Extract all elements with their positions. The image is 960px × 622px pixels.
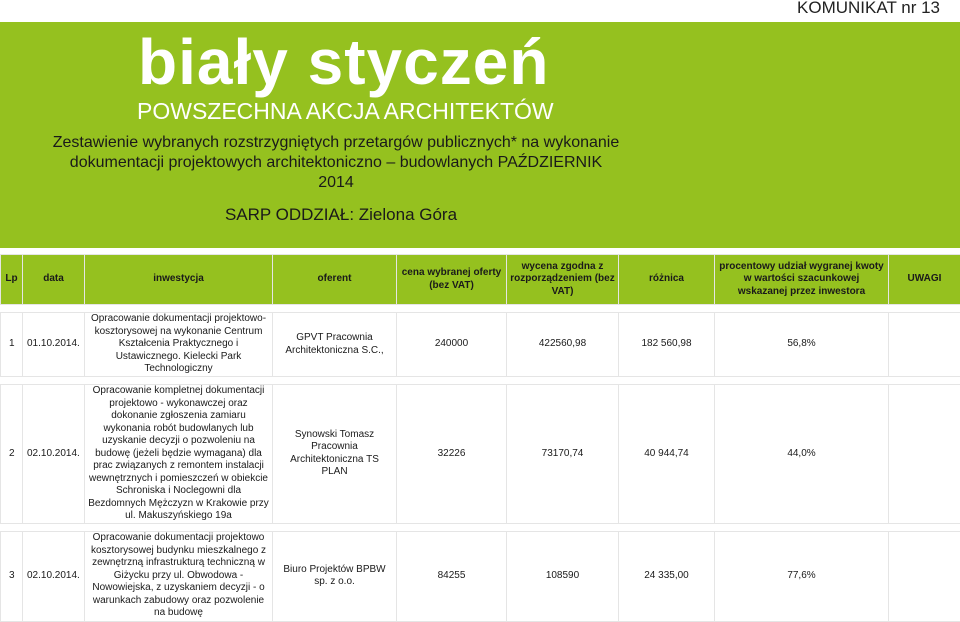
table-header-row <box>1 255 960 305</box>
cell-remarks <box>889 531 960 621</box>
tenders-table <box>0 254 960 622</box>
column-header-investment: inwestycja <box>85 255 273 305</box>
komunikat-number: KOMUNIKAT nr 13 <box>740 0 960 22</box>
cell-bidder: Synowski Tomasz Pracownia Architektoniczna TS PLAN <box>273 385 397 524</box>
branch-heading: SARP ODDZIAŁ: Zielona Góra <box>0 205 682 225</box>
description-line: 2014 <box>0 173 672 193</box>
page-subtitle: POWSZECHNA AKCJA ARCHITEKTÓW <box>137 97 554 125</box>
cell-lp: 2 <box>1 385 23 524</box>
description-line: Zestawienie wybranych rozstrzygniętych przetargów publicznych* na wykonanie <box>0 133 672 153</box>
cell-valuation: 422560,98 <box>507 313 619 377</box>
description-line: dokumentacji projektowych architektoniczno – budowlanych PAŹDZIERNIK <box>0 153 672 173</box>
cell-valuation: 73170,74 <box>507 385 619 524</box>
cell-percentage: 77,6% <box>715 531 889 621</box>
cell-valuation: 108590 <box>507 531 619 621</box>
column-header-percentage: procentowy udział wygranej kwoty w wartości szacunkowej wskazanej przez inwestora <box>715 255 889 305</box>
spacer-row <box>1 523 960 531</box>
description <box>0 133 672 193</box>
cell-lp: 1 <box>1 313 23 377</box>
cell-bidder: GPVT Pracownia Architektoniczna S.C., <box>273 313 397 377</box>
cell-price: 240000 <box>397 313 507 377</box>
column-header-price: cena wybranej oferty (bez VAT) <box>397 255 507 305</box>
cell-date: 02.10.2014. <box>23 531 85 621</box>
column-header-lp: Lp <box>1 255 23 305</box>
cell-bidder: Biuro Projektów BPBW sp. z o.o. <box>273 531 397 621</box>
column-header-date: data <box>23 255 85 305</box>
column-header-difference: różnica <box>619 255 715 305</box>
column-header-valuation: wycena zgodna z rozporządzeniem (bez VAT) <box>507 255 619 305</box>
column-header-bidder: oferent <box>273 255 397 305</box>
cell-investment: Opracowanie dokumentacji projektowo kosztorysowej budynku mieszkalnego z zewnętrzną infrastrukturą techniczną w Giżycku przy ul. Obwodowa - Nowowiejska, z uzyskaniem decyzji - o warunkach zabudowy oraz pozwolenie na budowę <box>85 531 273 621</box>
table-row <box>1 385 960 524</box>
cell-investment: Opracowanie dokumentacji projektowo-kosztorysowej na wykonanie Centrum Kształcenia Praktycznego i Ustawicznego. Kielecki Park Technologiczny <box>85 313 273 377</box>
cell-lp: 3 <box>1 531 23 621</box>
cell-remarks <box>889 385 960 524</box>
cell-percentage: 44,0% <box>715 385 889 524</box>
cell-difference: 24 335,00 <box>619 531 715 621</box>
table-row <box>1 531 960 621</box>
cell-difference: 40 944,74 <box>619 385 715 524</box>
cell-difference: 182 560,98 <box>619 313 715 377</box>
cell-remarks <box>889 313 960 377</box>
column-header-remarks: UWAGI <box>889 255 960 305</box>
cell-price: 84255 <box>397 531 507 621</box>
cell-investment: Opracowanie kompletnej dokumentacji projektowo - wykonawczej oraz dokonanie zgłoszenia zamiaru wykonania robót budowlanych lub uzyskanie decyzji o pozwoleniu na budowę (jeżeli będzie wymagana) dla prac związanych z remontem instalacji wewnętrznych i pomieszczeń w obiekcie Schroniska i Noclegowni dla Bezdomnych Mężczyzn w Krakowie przy ul. Makuszyńskiego 19a <box>85 385 273 524</box>
page-title: biały styczeń <box>138 22 549 102</box>
table-row <box>1 313 960 377</box>
cell-price: 32226 <box>397 385 507 524</box>
cell-date: 02.10.2014. <box>23 385 85 524</box>
cell-percentage: 56,8% <box>715 313 889 377</box>
cell-date: 01.10.2014. <box>23 313 85 377</box>
spacer-row <box>1 305 960 313</box>
spacer-row <box>1 377 960 385</box>
